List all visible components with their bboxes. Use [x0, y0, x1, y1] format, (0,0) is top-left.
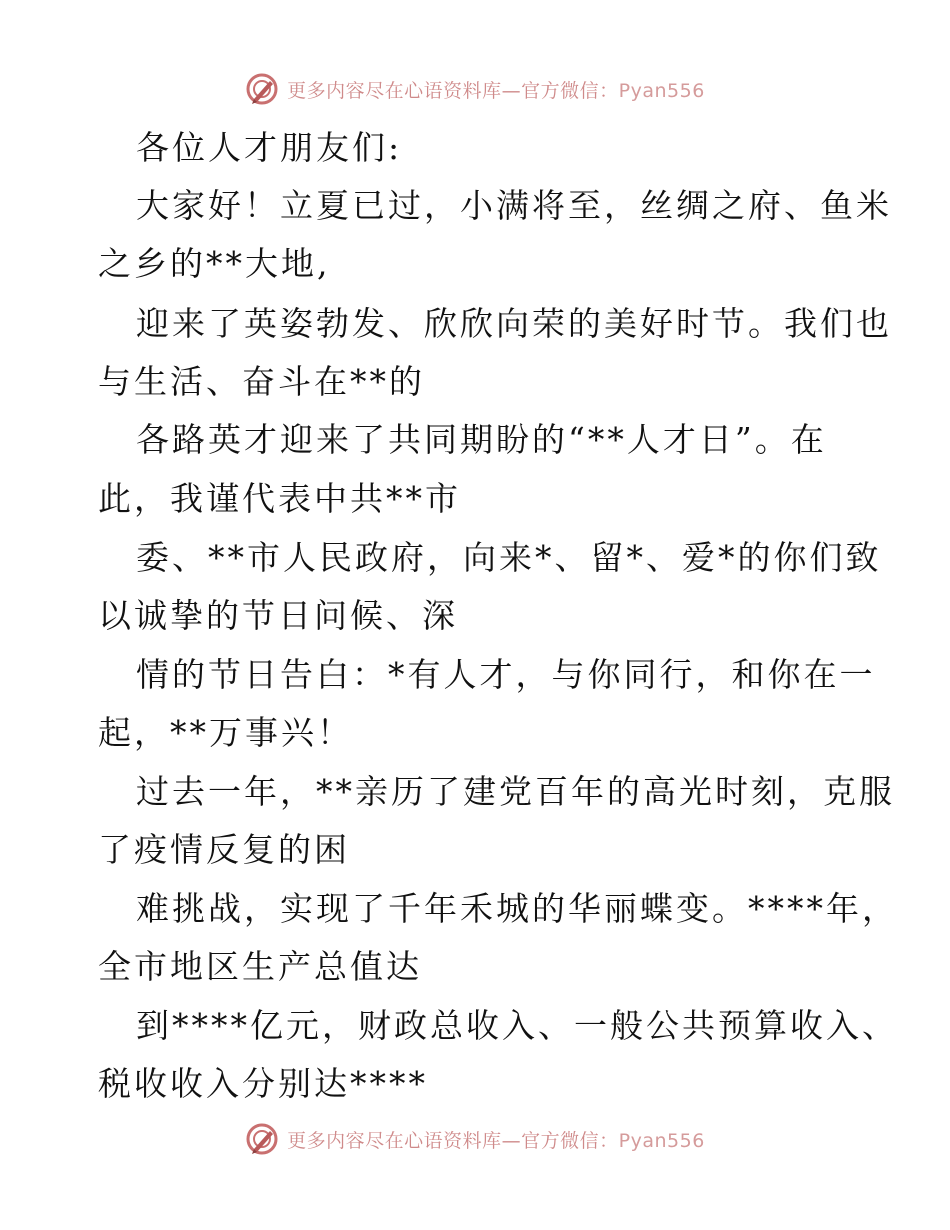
footer-watermark: [0, 1122, 950, 1156]
watermark-text: [287, 76, 705, 103]
doc-line: 各路英才迎来了共同期盼的“**人才日”。在: [136, 420, 827, 459]
watermark-text: [287, 1126, 705, 1153]
doc-line: 大家好！立夏已过，小满将至，丝绸之府、鱼米: [136, 186, 892, 225]
doc-line: 委、**市人民政府，向来*、留*、爱*的你们致: [136, 538, 882, 577]
doc-line: 以诚挚的节日问候、深: [98, 596, 458, 635]
doc-line: 之乡的**大地,: [98, 244, 331, 283]
pen-emblem-icon: [245, 1122, 279, 1156]
doc-line: 迎来了英姿勃发、欣欣向荣的美好时节。我们也: [136, 304, 892, 343]
doc-line: 各位人才朋友们:: [136, 128, 403, 167]
watermark-label: 更多内容尽在心语资料库—官方微信：: [287, 79, 619, 102]
doc-line: 与生活、奋斗在**的: [98, 362, 425, 401]
doc-line: 此，我谨代表中共**市: [98, 479, 461, 518]
watermark-label: 更多内容尽在心语资料库—官方微信：: [287, 1129, 619, 1152]
doc-line: 到****亿元，财政总收入、一般公共预算收入、: [136, 1006, 898, 1045]
pen-emblem-icon: [245, 72, 279, 106]
doc-line: 起，**万事兴！: [98, 713, 353, 752]
doc-line: 全市地区生产总值达: [98, 947, 422, 986]
doc-line: 了疫情反复的困: [98, 830, 350, 869]
header-watermark: [0, 72, 950, 106]
doc-line: 情的节日告白：*有人才，与你同行，和你在一: [136, 655, 876, 694]
doc-line: 过去一年，**亲历了建党百年的高光时刻，克服: [136, 772, 895, 811]
doc-line: 税收收入分别达****: [98, 1064, 428, 1103]
watermark-wechat-id: Pyan556: [618, 79, 705, 102]
watermark-wechat-id: Pyan556: [618, 1129, 705, 1152]
doc-line: 难挑战，实现了千年禾城的华丽蝶变。****年，: [136, 889, 898, 928]
